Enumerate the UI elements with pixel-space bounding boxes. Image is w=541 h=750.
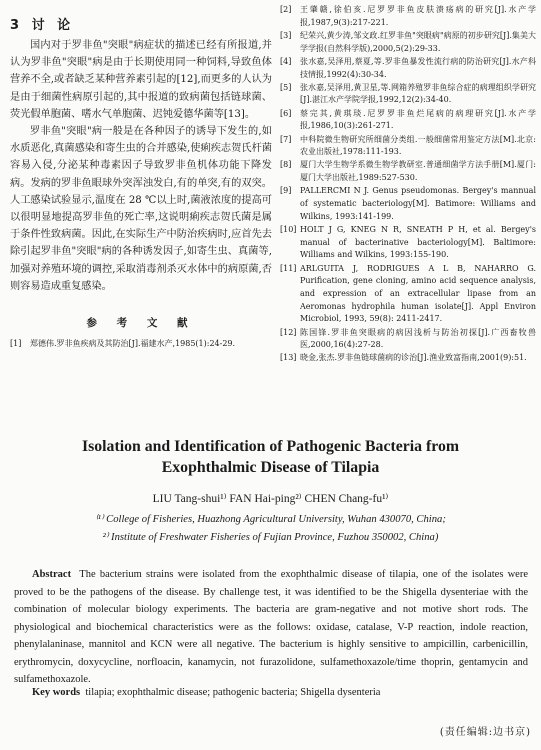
abstract-text: The bacterium strains were isolated from the exophthalmic disease of tilapia, one of the isolates were proved to be the pathogens of the disease. By challenge test, it was identified to be the Shigella dysenteriae with the combination of molecular biology experiments. The bacteria are gram-negative and not motive short rods. The physiological and biochemical characteristics were as the follows: oxidase, catalase, V-P reaction, indole reaction, phenylalaninase, mannitol and KCN were all negative. The bacterium is highly sensitive to ampicillin, carbenicillin, erythromycin, doxycycline, norfloacin, kanamycin, not furazolidone, sulfamethoxazole/time thoprin, gentamycin and sulfamethoxazole. — [14, 569, 529, 685]
reference-item — [280, 4, 536, 29]
reference-text: 郑德伟.罗非鱼疾病及其防治[J].福建水产,1985(1):24-29. — [30, 339, 236, 349]
reference-item — [280, 159, 536, 184]
reference-item — [280, 134, 536, 159]
references-heading: 参 考 文 献 — [86, 317, 196, 330]
reference-text: 陈国锋.罗非鱼突眼病的病因浅析与防治初探[J].广西畜牧兽医,2000,16(4):27-28. — [300, 327, 536, 350]
keywords-text: tilapia; exophthalmic disease; pathogenic bacteria; Shigella dysenteria — [85, 687, 381, 698]
abstract-label: Abstract — [32, 569, 72, 580]
english-title-line-2: Exophthalmic Disease of Tilapia — [161, 459, 380, 476]
reference-item — [280, 352, 536, 365]
affiliation-1: ⁽¹⁾ College of Fisheries, Huazhong Agricultural University, Wuhan 430070, China; — [95, 514, 446, 525]
reference-number: [5] — [280, 82, 292, 92]
discussion-paragraph-2: 罗非鱼"突眼"病一般是在各种因子的诱导下发生的,如水质恶化,真菌感染和寄生虫的合并感染,使痢疾志贺氏杆菌容易入侵,分泌某种毒素因子导致罗非鱼机体功能下降发病。发病的罗非鱼眼球外突浑浊发白,有的单突,有的双突。人工感染试验显示,温度在 28 ℃以上时,菌液浓度的提高可以很明显地提高罗非鱼的死亡率,这说明痢疾志贺氏菌是属于条件性致病菌。因此,在实际生产中防治疾病时,应首先去除引起罗非鱼"突眼"病的各种诱发因子,如寄生虫、真菌等,加强对养殖环境的调控,采取消毒剂杀灭水体中的病原菌,否则容易造成重复感染。 — [10, 126, 272, 292]
keywords-label: Key words — [32, 687, 81, 698]
reference-item — [280, 185, 536, 223]
section-heading: 3 讨 论 — [10, 18, 75, 33]
reference-item — [280, 224, 536, 262]
reference-text: 中科院微生物研究所细菌分类组.一般细菌常用鉴定方法[M].北京:农业出版社,1978:111-193. — [300, 134, 536, 157]
reference-number: [7] — [280, 134, 292, 144]
english-authors: LIU Tang-shui¹⁾ FAN Hai-ping²⁾ CHEN Chang-fu¹⁾ — [152, 493, 389, 505]
reference-text: 纪荣兴,黄少涛,邹文政.红罗非鱼"突眼病"病原的初步研究[J].集美大学学报(自然科学版),2000,5(2):29-33. — [300, 30, 536, 53]
english-title-line-1: Isolation and Identification of Pathogenic Bacteria from — [81, 438, 460, 455]
reference-text: 晓金,张杰.罗非鱼链球菌病的诊治[J].渔业致富指南,2001(9):51. — [300, 353, 527, 363]
reference-text: 张水嘉,吴泽用,蔡夏,等.罗非鱼暴发性流行病的防治研究[J].水产科技情报,1992(4):30-34. — [300, 56, 536, 79]
keywords — [32, 687, 380, 698]
discussion-paragraph-1: 国内对于罗非鱼"突眼"病症状的描述已经有所报道,并认为罗非鱼"突眼"病是由于长期使用同一种饲料,导致鱼体营养不全,或者缺乏某种营养素引起的[12],而更多的人认为是由于细菌性病原引起的,其中报道的致病菌包括链球菌、荧光假单胞菌、嗜水气单胞菌、迟钝爱德华菌等[13]。 — [10, 40, 272, 120]
reference-number: [1] — [10, 339, 22, 349]
reference-text: ARLGUITA J, RODRIGUES A L B, NAHARRO G. Purification, gene cloning, amino acid sequence analysis, and expression of an extracellular lipase from an Aeromonas hydrophila human isolate[J]. Appl Environ Microbiol, 1993, 59(8): 2411-2417. — [300, 263, 536, 324]
reference-item — [280, 56, 536, 81]
reference-number: [10] — [280, 224, 297, 234]
reference-text: 蔡完其,黄琪琰.尼罗罗非鱼烂尾病的病理研究[J].水产学报,1986,10(3):261-271. — [300, 108, 536, 131]
reference-number: [3] — [280, 30, 292, 40]
reference-item — [280, 263, 536, 327]
reference-number: [9] — [280, 186, 292, 196]
editor-credit: (责任编辑:边书京) — [439, 727, 531, 738]
reference-item — [280, 82, 536, 107]
left-column — [10, 8, 272, 349]
reference-item — [10, 338, 272, 349]
abstract — [14, 566, 528, 689]
reference-number: [12] — [280, 327, 297, 337]
reference-number: [6] — [280, 108, 292, 118]
reference-number: [11] — [280, 263, 297, 273]
reference-item — [280, 327, 536, 352]
reference-number: [4] — [280, 56, 292, 66]
reference-number: [8] — [280, 160, 292, 170]
reference-item — [280, 108, 536, 133]
reference-text: 厦门大学生物学系微生物学教研室.普通细菌学方法手册[M].厦门:厦门大学出版社,1989:527-530. — [300, 160, 536, 183]
affiliation-2: ²⁾ Institute of Freshwater Fisheries of Fujian Province, Fuzhou 350002, China) — [102, 532, 439, 543]
reference-item — [280, 30, 536, 55]
right-column — [280, 4, 536, 366]
reference-text: PALLERCMI N J. Genus pseudomonas. Bergey's mannual of systematic bacteriology[M]. Batimore: Williams and Wilkins, 1993:141-199. — [300, 186, 536, 221]
reference-text: 张水嘉,吴泽用,黄卫星,等.网箱养殖罗非鱼综合症的病理组织学研究[J].湛江水产学院学报,1992,12(2):34-40. — [300, 82, 536, 105]
reference-text: 王肇赣,徐伯亥.尼罗罗非鱼皮肤溃疡病的研究[J].水产学报,1987,9(3):217-221. — [300, 5, 536, 27]
reference-number: [2] — [280, 5, 292, 14]
reference-text: HOLT J G, KNEG N R, SNEATH P H, et al. Bergey's manual of bacterinative bacteriology[M]. Baltimore: Williams and Wilkins, 1993:155-190. — [300, 224, 536, 260]
english-title — [0, 436, 541, 478]
reference-number: [13] — [280, 353, 297, 363]
